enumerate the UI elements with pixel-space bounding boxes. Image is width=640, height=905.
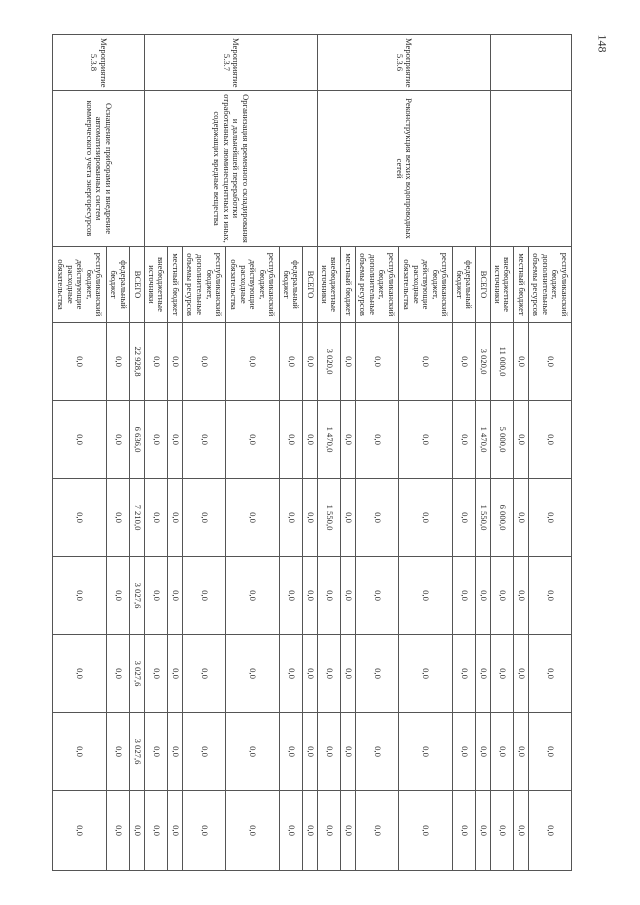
value-cell: 0,0 (53, 791, 107, 871)
value-cell: 0,0 (226, 479, 280, 557)
funding-source: ВСЕГО (475, 247, 490, 323)
continued-title-cell (490, 91, 571, 247)
table-row (302, 35, 317, 871)
value-cell: 0,0 (106, 401, 129, 479)
value-cell: 0,0 (53, 479, 107, 557)
value-cell: 0,0 (317, 791, 340, 871)
table-row (528, 35, 571, 871)
value-cell: 0,0 (182, 635, 225, 713)
value-cell: 0,0 (452, 557, 475, 635)
value-cell: 0,0 (302, 713, 317, 791)
value-cell: 0,0 (340, 791, 355, 871)
value-cell: 0,0 (355, 401, 398, 479)
table-row (475, 35, 490, 871)
value-cell: 0,0 (182, 323, 225, 401)
measure-code: Мероприятие 5.3.8 (53, 35, 145, 91)
funding-source: федеральный бюджет (452, 247, 475, 323)
value-cell: 0,0 (182, 401, 225, 479)
value-cell: 0,0 (182, 479, 225, 557)
value-cell: 0,0 (355, 323, 398, 401)
value-cell: 0,0 (182, 713, 225, 791)
value-cell: 3 027,6 (130, 713, 145, 791)
value-cell: 0,0 (182, 557, 225, 635)
value-cell: 0,0 (106, 479, 129, 557)
value-cell: 0,0 (475, 713, 490, 791)
value-cell: 0,0 (302, 791, 317, 871)
value-cell: 0,0 (528, 557, 571, 635)
value-cell: 0,0 (182, 791, 225, 871)
value-cell: 0,0 (106, 635, 129, 713)
value-cell: 0,0 (355, 791, 398, 871)
value-cell: 0,0 (490, 557, 513, 635)
value-cell: 0,0 (317, 635, 340, 713)
value-cell: 0,0 (168, 713, 183, 791)
value-cell: 0,0 (475, 791, 490, 871)
value-cell: 3 027,6 (130, 557, 145, 635)
value-cell: 0,0 (279, 635, 302, 713)
value-cell: 0,0 (452, 323, 475, 401)
measure-code: Мероприятие 5.3.6 (317, 35, 490, 91)
value-cell: 0,0 (106, 713, 129, 791)
value-cell: 0,0 (53, 401, 107, 479)
value-cell: 0,0 (399, 401, 453, 479)
value-cell: 0,0 (226, 713, 280, 791)
value-cell: 0,0 (490, 713, 513, 791)
value-cell: 0,0 (513, 791, 528, 871)
value-cell: 0,0 (168, 635, 183, 713)
value-cell: 0,0 (144, 479, 167, 557)
value-cell: 0,0 (340, 713, 355, 791)
funding-source: местный бюджет (513, 247, 528, 323)
value-cell: 0,0 (355, 635, 398, 713)
value-cell: 0,0 (355, 713, 398, 791)
value-cell: 0,0 (528, 791, 571, 871)
value-cell: 0,0 (168, 557, 183, 635)
value-cell: 0,0 (399, 479, 453, 557)
value-cell: 0,0 (302, 479, 317, 557)
value-cell: 0,0 (513, 479, 528, 557)
value-cell: 0,0 (226, 557, 280, 635)
value-cell: 0,0 (513, 713, 528, 791)
value-cell: 0,0 (144, 791, 167, 871)
value-cell: 0,0 (340, 557, 355, 635)
page-number: 148 (595, 34, 610, 53)
value-cell: 6 000,0 (490, 479, 513, 557)
value-cell: 0,0 (226, 791, 280, 871)
value-cell: 0,0 (355, 557, 398, 635)
value-cell: 0,0 (279, 401, 302, 479)
value-cell: 0,0 (513, 401, 528, 479)
value-cell: 0,0 (106, 323, 129, 401)
value-cell: 0,0 (317, 557, 340, 635)
value-cell: 0,0 (279, 479, 302, 557)
value-cell: 0,0 (528, 323, 571, 401)
value-cell: 0,0 (53, 557, 107, 635)
value-cell: 0,0 (144, 401, 167, 479)
measure-title: Реконструкция ветхих водопроводных сетей (317, 91, 490, 247)
value-cell: 3 027,6 (130, 635, 145, 713)
value-cell: 0,0 (168, 479, 183, 557)
value-cell: 0,0 (226, 635, 280, 713)
value-cell: 0,0 (340, 323, 355, 401)
value-cell: 0,0 (53, 713, 107, 791)
value-cell: 11 000,0 (490, 323, 513, 401)
funding-source: ВСЕГО (130, 247, 145, 323)
value-cell: 1 470,0 (475, 401, 490, 479)
value-cell: 1 470,0 (317, 401, 340, 479)
measure-title: Организация временного складирования и дальнейшей переработки отработанных люминесцентных и иных, содержащих вредные вещества (144, 91, 317, 247)
value-cell: 0,0 (355, 479, 398, 557)
value-cell: 0,0 (528, 635, 571, 713)
value-cell: 0,0 (452, 401, 475, 479)
value-cell: 0,0 (53, 635, 107, 713)
value-cell: 0,0 (144, 713, 167, 791)
funding-source: федеральный бюджет (279, 247, 302, 323)
value-cell: 0,0 (513, 323, 528, 401)
funding-source: федеральный бюджет (106, 247, 129, 323)
value-cell: 0,0 (513, 557, 528, 635)
funding-source: внебюджетные источники (317, 247, 340, 323)
value-cell: 0,0 (340, 635, 355, 713)
value-cell: 3 020,0 (475, 323, 490, 401)
funding-source: внебюджетные источники (144, 247, 167, 323)
value-cell: 0,0 (475, 635, 490, 713)
value-cell: 0,0 (490, 635, 513, 713)
value-cell: 0,0 (452, 635, 475, 713)
value-cell: 1 550,0 (317, 479, 340, 557)
value-cell: 0,0 (226, 323, 280, 401)
value-cell: 0,0 (106, 557, 129, 635)
funding-source: республиканский бюджет, действующие расходные обязательства (226, 247, 280, 323)
value-cell: 0,0 (302, 323, 317, 401)
value-cell: 0,0 (168, 401, 183, 479)
measure-code: Мероприятие 5.3.7 (144, 35, 317, 91)
value-cell: 0,0 (340, 479, 355, 557)
value-cell: 5 000,0 (490, 401, 513, 479)
value-cell: 0,0 (144, 557, 167, 635)
value-cell: 0,0 (279, 557, 302, 635)
value-cell: 0,0 (399, 713, 453, 791)
value-cell: 0,0 (302, 401, 317, 479)
funding-source: внебюджетные источники (490, 247, 513, 323)
funding-source: ВСЕГО (302, 247, 317, 323)
value-cell: 3 020,0 (317, 323, 340, 401)
value-cell: 0,0 (399, 323, 453, 401)
budget-table (52, 34, 572, 871)
value-cell: 0,0 (528, 401, 571, 479)
value-cell: 7 210,0 (130, 479, 145, 557)
funding-source: местный бюджет (340, 247, 355, 323)
value-cell: 0,0 (168, 323, 183, 401)
value-cell: 0,0 (106, 791, 129, 871)
value-cell: 0,0 (528, 479, 571, 557)
value-cell: 22 928,8 (130, 323, 145, 401)
value-cell: 0,0 (452, 713, 475, 791)
value-cell: 0,0 (302, 635, 317, 713)
value-cell: 0,0 (317, 713, 340, 791)
funding-source: местный бюджет (168, 247, 183, 323)
value-cell: 0,0 (279, 323, 302, 401)
value-cell: 0,0 (452, 791, 475, 871)
rotated-table-frame (52, 34, 572, 870)
measure-title: Оснащение приборами и внедрение автоматизированных систем коммерческого учета энергоресурсов (53, 91, 145, 247)
funding-source: республиканский бюджет, действующие расходные обязательства (53, 247, 107, 323)
value-cell: 0,0 (340, 401, 355, 479)
value-cell: 0,0 (226, 401, 280, 479)
value-cell: 0,0 (399, 791, 453, 871)
value-cell: 0,0 (53, 323, 107, 401)
value-cell: 0,0 (399, 635, 453, 713)
funding-source: республиканский бюджет, действующие расходные обязательства (399, 247, 453, 323)
funding-source: республиканский бюджет, дополнительные объемы ресурсов (528, 247, 571, 323)
value-cell: 0,0 (475, 557, 490, 635)
continued-code-cell (490, 35, 571, 91)
value-cell: 1 550,0 (475, 479, 490, 557)
value-cell: 6 636,0 (130, 401, 145, 479)
value-cell: 0,0 (144, 323, 167, 401)
value-cell: 0,0 (302, 557, 317, 635)
funding-source: республиканский бюджет, дополнительные объемы ресурсов (182, 247, 225, 323)
value-cell: 0,0 (130, 791, 145, 871)
value-cell: 0,0 (399, 557, 453, 635)
table-wrapper (52, 34, 572, 870)
value-cell: 0,0 (528, 713, 571, 791)
value-cell: 0,0 (513, 635, 528, 713)
value-cell: 0,0 (452, 479, 475, 557)
table-row (130, 35, 145, 871)
value-cell: 0,0 (168, 791, 183, 871)
value-cell: 0,0 (279, 713, 302, 791)
value-cell: 0,0 (279, 791, 302, 871)
funding-source: республиканский бюджет, дополнительные объемы ресурсов (355, 247, 398, 323)
value-cell: 0,0 (490, 791, 513, 871)
value-cell: 0,0 (144, 635, 167, 713)
